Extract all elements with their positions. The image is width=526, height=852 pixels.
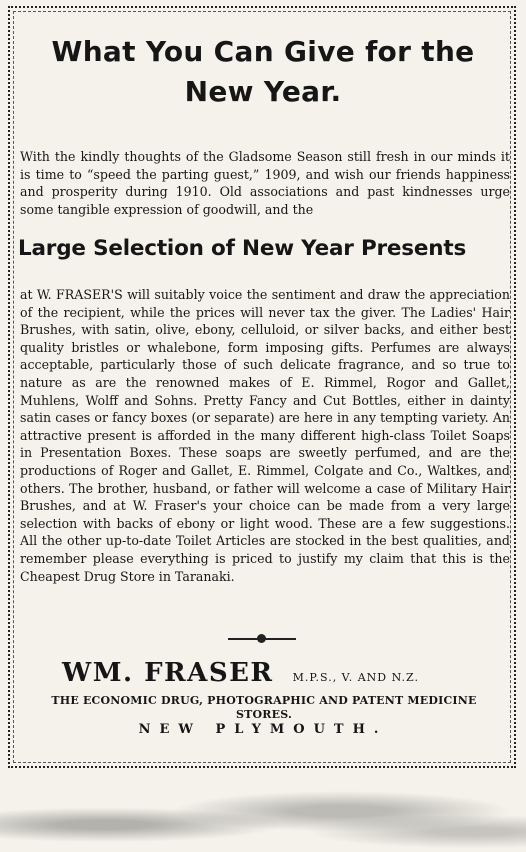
rule-ornament (257, 634, 266, 643)
stores-description (22, 694, 506, 722)
body-paragraph: at W. FRASER'S will suitably voice the sentiment and draw the appreciation of the recipient, while the prices will never tax the giver. The Ladies' Hair Brushes, with satin, olive, ebony, celluloid, or silver backs, and either best quality bristles or whalebone, form imposing gifts. Perfumes are always acceptable, particularly those of such delicate fragrance, and so true to nature as are the renowned makes of E. Rimmel, Rogor and Gallet, Muhlens, Wolff and Sohns. Pretty Fancy and Cut Bottles, either in dainty satin cases or fancy boxes (or separate) are here in any tempting variety. An attractive present is afforded in the many different high-class Toilet Soaps in Presentation Boxes. These soaps are sweetly perfumed, and are the productions of Roger and Gallet, E. Rimmel, Colgate and Co., Waltkes, and others. The brother, husband, or father will welcome a case of Military Hair Brushes, and at W. Fraser's your choice can be made from a very large selection with backs of ebony or light wood. These are a few suggestions. All the other up-to-date Toilet Articles are stocked in the best qualities, and remember please everything is priced to justify my claim that this is the Cheapest Drug Store in Taranaki. (20, 287, 510, 584)
subheading: Large Selection of New Year Presents (18, 236, 467, 261)
proprietor-name: WM. FRASER (62, 658, 274, 688)
decorative-rule (228, 634, 296, 644)
signature-line (62, 658, 419, 688)
headline-line-2: New Year. (184, 75, 342, 108)
stores-line-1: THE ECONOMIC DRUG, PHOTOGRAPHIC AND PATENT MEDICINE (51, 694, 477, 707)
intro-paragraph: With the kindly thoughts of the Gladsome Season still fresh in our minds it is time to “speed the parting guest,” 1909, and wish our friends happiness and prosperity during 1910. Old associations and past kindnesses urge some tangible expression of goodwill, and the (20, 149, 510, 217)
ad-headline (20, 32, 506, 112)
stores-line-2: STORES. (235, 708, 293, 721)
page-smudge (0, 784, 526, 852)
headline-line-1: What You Can Give for the (51, 35, 475, 68)
proprietor-qualifications: M.P.S., V. AND N.Z. (292, 671, 419, 684)
town-name: NEW PLYMOUTH. (138, 722, 388, 737)
